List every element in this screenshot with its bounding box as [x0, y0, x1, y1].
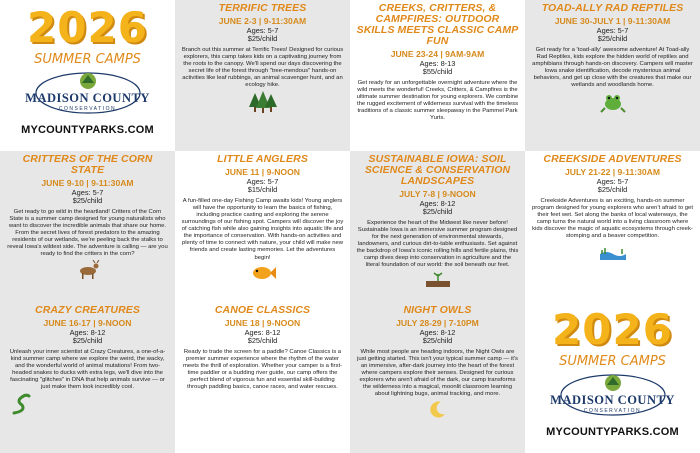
camp-title: SUSTAINABLE IOWA: SOIL SCIENCE & CONSERVATION LANDSCAPES — [364, 153, 511, 187]
deer-icon — [73, 260, 103, 280]
camp-date: JUNE 9-10 | 9-11:30AM — [41, 178, 134, 188]
camp-ages: Ages: 5-7 — [246, 177, 279, 186]
camp-title: LITTLE ANGLERS — [217, 153, 308, 165]
camp-price: $25/child — [72, 336, 103, 346]
camp-title: TERRIFIC TREES — [218, 2, 307, 14]
camp-price: $25/child — [247, 34, 278, 44]
camp-description: While most people are heading indoors, the Night Owls are just getting started. This isn't your typical summer camp — it's an immersive, after-dark journey into the heart of the forest where campers explore their senses. Designed for curious explorers who aren't afraid of the dark, our camp transforms the wilderness into a magical, moonlit classroom learning about lightning bugs, animal tracking, and more. — [357, 348, 518, 398]
camp-date: JUNE 23-24 | 9AM-9AM — [390, 49, 485, 59]
soil-icon — [426, 271, 450, 287]
camp-date: JUNE 18 | 9-NOON — [224, 318, 301, 328]
moon-icon — [429, 400, 447, 418]
camp-price: $25/child — [597, 185, 628, 195]
promo-subtitle: SUMMER CAMPS — [559, 354, 666, 369]
camp-price: $15/child — [247, 185, 278, 195]
camp-ages: Ages: 8-12 — [419, 199, 456, 208]
promo-url[interactable]: MYCOUNTYPARKS.COM — [21, 124, 154, 136]
camp-title: TOAD-ALLY RAD REPTILES — [541, 2, 684, 14]
camp-description: Get ready for a 'toad-ally' awesome adventure! At Toad-ally Rad Reptiles, kids explore the hidden world of reptiles and amphibians through hands-on discovery. Campers will master Iowa snake identification, decode mysterious animal behaviors, and get up close with the creatures that make our wetlands and woodlands home. — [532, 46, 693, 89]
promo-subtitle: SUMMER CAMPS — [34, 52, 141, 67]
camp-description: Ready to trade the screen for a paddle? Canoe Classics is a premier summer experience where the rhythm of the water meets the thrill of exploration. Whether your camper is a first-time paddler or a budding river guide, our camp offers the perfect blend of vigorous fun and essential skill-building through paddling basics, canoe races, and water rescues. — [182, 348, 343, 391]
camp-ages: Ages: 5-7 — [596, 177, 629, 186]
camp-ages: Ages: 8-12 — [244, 328, 281, 337]
camp-date: JULY 21-22 | 9-11:30AM — [564, 167, 661, 177]
org-subtitle: CONSERVATION — [583, 408, 642, 414]
promo-panel-top — [0, 0, 175, 151]
frog-icon — [600, 91, 626, 113]
camp-description: Unleash your inner scientist at Crazy Creatures, a one-of-a-kind summer camp where we explore the weird, the wacky, and the wonderful world of animal mutations! From two-headed snakes to ducks with extra legs, we'll dive into the fascinating "glitches" in DNA that help animals survive — or just make them look incredibly cool. — [9, 348, 166, 391]
camp-card-little-anglers — [175, 151, 350, 302]
promo-year: 2026 — [552, 305, 673, 354]
camp-title: NIGHT OWLS — [403, 304, 472, 316]
camp-description: Experience the heart of the Midwest like never before! Sustainable Iowa is an immersive summer program designed for the next generation of environmental stewards, landowners, and curious dirt-to-table enthusiasts. Set against the backdrop of Iowa's iconic rolling hills and fertile plains, this camp dives deep into conservation in agriculture and the literal foundation of our world: the soil beneath our feet. — [356, 219, 519, 269]
camp-card-terrific-trees — [175, 0, 350, 151]
camp-price: $55/child — [422, 67, 453, 77]
camp-ages: Ages: 8-12 — [69, 328, 106, 337]
camp-description: Creekside Adventures is an exciting, hands-on summer program designed for young explorers who aren't afraid to get their feet wet. Set along the banks of local waterways, the camp turns the natural world into a living classroom where kids discover the magic of aquatic ecosystems through creek-stomping and a beaver competition. — [532, 197, 693, 240]
camp-date: JUNE 30-JULY 1 | 9-11:30AM — [554, 16, 671, 26]
snake-icon — [10, 393, 32, 415]
camp-ages: Ages: 5-7 — [596, 26, 629, 35]
camp-title: CREEKS, CRITTERS, & CAMPFIRES: OUTDOOR SKILLS MEETS CLASSIC CAMP FUN — [356, 2, 519, 47]
camp-title: CANOE CLASSICS — [214, 304, 311, 316]
camp-card-crazy-creatures — [0, 302, 175, 453]
org-name: MADISON COUNTY — [25, 91, 150, 105]
camp-card-night-owls — [350, 302, 525, 453]
camp-ages: Ages: 8-12 — [419, 328, 456, 337]
camp-date: JUNE 16-17 | 9-NOON — [43, 318, 132, 328]
fish-icon — [249, 264, 277, 282]
camp-price: $25/child — [72, 196, 103, 206]
promo-panel-bottom — [525, 302, 700, 453]
promo-year: 2026 — [27, 3, 148, 52]
camp-ages: Ages: 5-7 — [71, 188, 104, 197]
camp-date: JULY 28-29 | 7-10PM — [396, 318, 479, 328]
camp-price: $25/child — [597, 34, 628, 44]
camp-card-creekside-adventures — [525, 151, 700, 302]
org-name: MADISON COUNTY — [550, 393, 675, 407]
camp-card-sustainable-iowa — [350, 151, 525, 302]
camp-card-creeks-critters-campfires — [350, 0, 525, 151]
camp-card-canoe-classics — [175, 302, 350, 453]
camp-card-critters-corn-state — [0, 151, 175, 302]
camp-title: CRAZY CREATURES — [35, 304, 140, 316]
camp-description: Get ready to go wild in the heartland! Critters of the Corn State is a summer camp designed for young naturalists who want to discover the incredible animals that share our home. From the secret lives of forest predators to the amazing residents of our wetlands, we're peeling back the stalks to reveal Iowa's wildest side. The adventure is calling — are you ready to find the critters in the corn? — [7, 208, 168, 258]
org-subtitle: CONSERVATION — [58, 106, 117, 112]
camp-card-toad-ally-rad-reptiles — [525, 0, 700, 151]
promo-url[interactable]: MYCOUNTYPARKS.COM — [546, 426, 679, 438]
camp-date: JUNE 2-3 | 9-11:30AM — [218, 16, 307, 26]
camp-date: JULY 7-8 | 9-NOON — [399, 189, 476, 199]
camp-price: $25/child — [422, 336, 453, 346]
creek-icon — [598, 242, 628, 262]
camp-title: CRITTERS OF THE CORN STATE — [22, 153, 153, 176]
camp-description: Branch out this summer at Terrific Trees! Designed for curious explorers, this camp takes kids on a captivating journey from the roots to the canopy. We'll spend our days discovering the secret life of the forest through "tree-mendous" hands-on activities like leaf rubbings, an animal scavenger hunt, and an ecology hike. — [181, 46, 344, 89]
camp-ages: Ages: 5-7 — [246, 26, 279, 35]
camp-title: CREEKSIDE ADVENTURES — [543, 153, 682, 165]
camp-ages: Ages: 8-13 — [419, 59, 456, 68]
camp-price: $25/child — [247, 336, 278, 346]
camp-date: JUNE 11 | 9-NOON — [225, 167, 300, 177]
camp-price: $25/child — [422, 207, 453, 217]
camp-description: A fun-filled one-day Fishing Camp awaits kids! Young anglers will have the opportunity to learn the basics of fishing, including practice casting and exploring the serene surroundings of our fishing spot. Campers will discover the joy of catching fish while also gaining insights into aquatic life and the importance of conservation. With hands-on activities and plenty of time to connect with nature, your child will make new friends and create lasting memories. Let the adventures begin! — [181, 197, 344, 261]
camp-description: Get ready for an unforgettable overnight adventure where the wild meets the wonderful! Creeks, Critters, & Campfires is the ultimate summer destination for young explorers. We combine the rugged excitement of wilderness survival with the timeless traditions of a classic summer sleepaway in the Pammel Park Yurts. — [356, 79, 519, 122]
trees-icon — [248, 91, 278, 113]
